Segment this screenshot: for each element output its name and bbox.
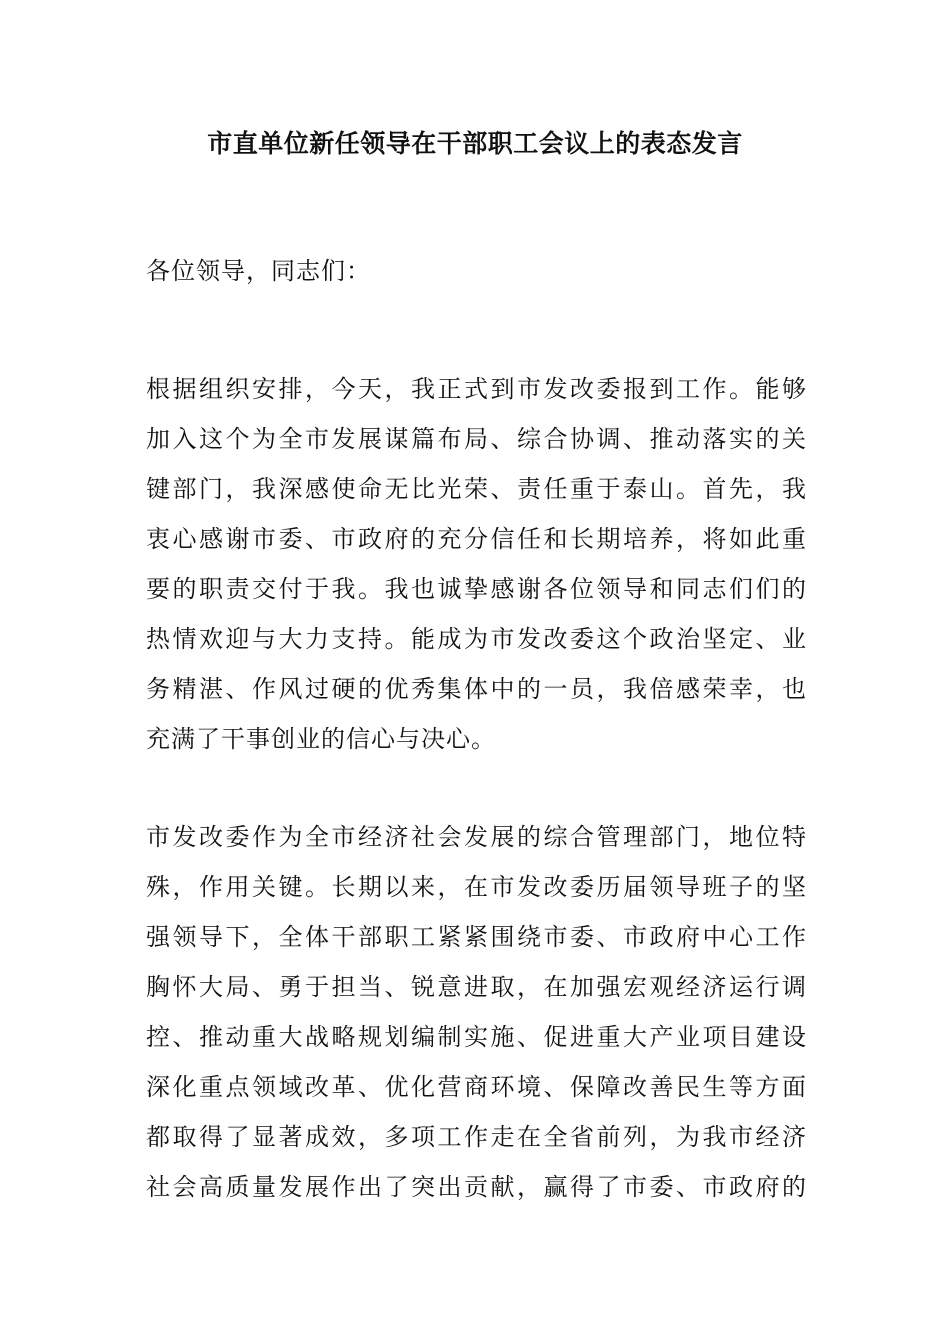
- paragraph-line: 市发改委作为全市经济社会发展的综合管理部门，地位特: [146, 823, 806, 851]
- paragraph-line: 控、推动重大战略规划编制实施、促进重大产业项目建设: [146, 1023, 806, 1051]
- paragraph-line: 充满了干事创业的信心与决心。: [146, 725, 496, 753]
- paragraph-line: 加入这个为全市发展谋篇布局、综合协调、推动落实的关: [146, 425, 806, 453]
- paragraph-line: 衷心感谢市委、市政府的充分信任和长期培养，将如此重: [146, 525, 806, 553]
- paragraph-line: 深化重点领域改革、优化营商环境、保障改善民生等方面: [146, 1073, 806, 1101]
- paragraph-line: 根据组织安排，今天，我正式到市发改委报到工作。能够: [146, 375, 806, 403]
- paragraph-line: 强领导下，全体干部职工紧紧围绕市委、市政府中心工作: [146, 923, 806, 951]
- paragraph-line: 社会高质量发展作出了突出贡献，赢得了市委、市政府的: [146, 1173, 806, 1201]
- paragraph-2: [146, 812, 806, 1212]
- paragraph-line: 务精湛、作风过硬的优秀集体中的一员，我倍感荣幸，也: [146, 675, 806, 703]
- paragraph-1: [146, 364, 806, 764]
- paragraph-line: 都取得了显著成效，多项工作走在全省前列，为我市经济: [146, 1123, 806, 1151]
- paragraph-line: 键部门，我深感使命无比光荣、责任重于泰山。首先，我: [146, 475, 806, 503]
- document-title: 市直单位新任领导在干部职工会议上的表态发言: [207, 129, 743, 158]
- salutation: 各位领导，同志们：: [146, 257, 371, 285]
- paragraph-line: 热情欢迎与大力支持。能成为市发改委这个政治坚定、业: [146, 625, 806, 653]
- paragraph-line: 胸怀大局、勇于担当、锐意进取，在加强宏观经济运行调: [146, 973, 806, 1001]
- paragraph-line: 殊，作用关键。长期以来，在市发改委历届领导班子的坚: [146, 873, 806, 901]
- paragraph-line: 要的职责交付于我。我也诚挚感谢各位领导和同志们们的: [146, 575, 806, 603]
